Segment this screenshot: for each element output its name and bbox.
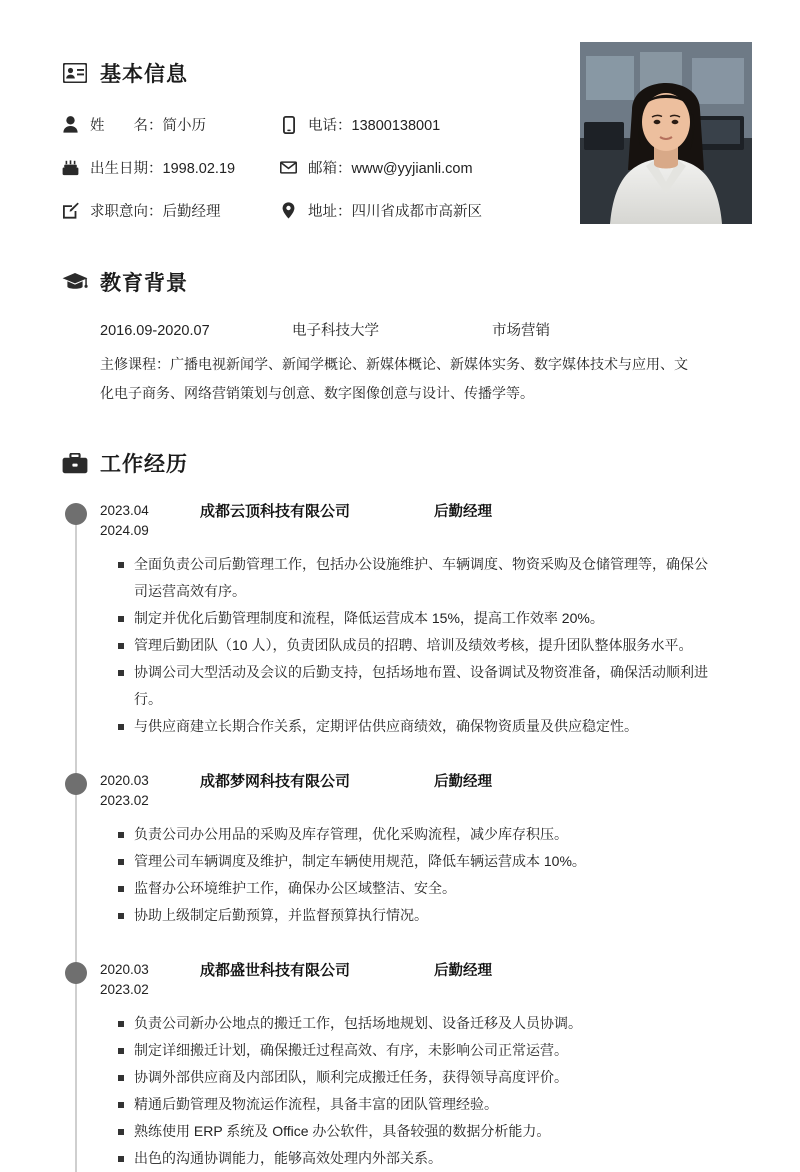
- job-company: 成都梦网科技有限公司: [200, 773, 351, 790]
- location-icon: [280, 202, 297, 219]
- education-title: 教育背景: [100, 272, 188, 295]
- education-heading: [62, 267, 800, 297]
- basic-info-title: 基本信息: [100, 63, 188, 86]
- timeline-dot: [65, 773, 87, 795]
- job-end-date: 2023.02: [100, 982, 149, 997]
- job-header: [100, 959, 800, 1000]
- basic-info-grid: [62, 114, 532, 221]
- education-row: [100, 317, 740, 346]
- info-phone-text: 电话：13800138001: [308, 118, 441, 134]
- person-icon: [62, 116, 79, 133]
- job-bullet: 制定并优化后勤管理制度和流程，降低运营成本 15%，提高工作效率 20%。: [100, 605, 720, 632]
- job-end-date: 2024.09: [100, 523, 149, 538]
- job-company: 成都云顶科技有限公司: [200, 503, 351, 520]
- work-timeline: [62, 500, 800, 1172]
- job-bullets: [100, 821, 800, 929]
- job-header: [100, 770, 800, 811]
- job-start-date: 2020.03: [100, 773, 149, 788]
- job-header: [100, 500, 800, 541]
- job-bullet: 制定详细搬迁计划，确保搬迁过程高效、有序，未影响公司正常运营。: [100, 1037, 720, 1064]
- job-entry: [62, 770, 800, 929]
- info-email-text: 邮箱：www@yyjianli.com: [308, 161, 473, 177]
- info-phone: [280, 114, 532, 135]
- phone-icon: [280, 116, 297, 133]
- info-name: [62, 114, 280, 135]
- job-role: 后勤经理: [434, 504, 492, 520]
- job-dates: [100, 770, 182, 811]
- mail-icon: [280, 159, 297, 176]
- work-title: 工作经历: [100, 453, 188, 476]
- briefcase-icon: [62, 450, 88, 476]
- job-bullets: [100, 551, 800, 740]
- job-role: 后勤经理: [434, 774, 492, 790]
- job-bullet: 全面负责公司后勤管理工作，包括办公设施维护、车辆调度、物资采购及仓储管理等，确保公司运营高效有序。: [100, 551, 720, 605]
- job-end-date: 2023.02: [100, 793, 149, 808]
- job-bullet: 协调公司大型活动及会议的后勤支持，包括场地布置、设备调试及物资准备，确保活动顺利进行。: [100, 659, 720, 713]
- info-name-text: 姓 名：简小历: [90, 118, 206, 134]
- job-dates: [100, 500, 182, 541]
- id-card-icon: [62, 60, 88, 86]
- job-bullet: 负责公司新办公地点的搬迁工作，包括场地规划、设备迁移及人员协调。: [100, 1010, 720, 1037]
- profile-photo: [580, 42, 752, 224]
- timeline-dot: [65, 962, 87, 984]
- job-bullet: 熟练使用 ERP 系统及 Office 办公软件，具备较强的数据分析能力。: [100, 1118, 720, 1145]
- job-bullet: 精通后勤管理及物流运作流程，具备丰富的团队管理经验。: [100, 1091, 720, 1118]
- info-birthday-text: 出生日期：1998.02.19: [90, 161, 236, 177]
- graduation-cap-icon: [62, 269, 88, 295]
- job-role: 后勤经理: [434, 963, 492, 979]
- education-major: 市场营销: [492, 323, 550, 339]
- timeline-dot: [65, 503, 87, 525]
- education-body: [100, 317, 740, 408]
- job-dates: [100, 959, 182, 1000]
- info-address: [280, 200, 532, 221]
- job-start-date: 2023.04: [100, 503, 149, 518]
- info-address-text: 地址：四川省成都市高新区: [308, 204, 482, 220]
- job-bullet: 协助上级制定后勤预算，并监督预算执行情况。: [100, 902, 720, 929]
- job-bullets: [100, 1010, 800, 1172]
- cake-icon: [62, 159, 79, 176]
- education-courses: 主修课程：广播电视新闻学、新闻学概论、新媒体概论、新媒体实务、数字媒体技术与应用、文化电子商务、网络营销策划与创意、数字图像创意与设计、传播学等。: [100, 356, 688, 401]
- education-section: [0, 267, 800, 408]
- job-bullet: 与供应商建立长期合作关系，定期评估供应商绩效，确保物资质量及供应稳定性。: [100, 713, 720, 740]
- job-company: 成都盛世科技有限公司: [200, 962, 351, 979]
- education-school: 电子科技大学: [292, 323, 379, 339]
- job-bullet: 负责公司办公用品的采购及库存管理，优化采购流程，减少库存积压。: [100, 821, 720, 848]
- job-start-date: 2020.03: [100, 962, 149, 977]
- job-bullet: 协调外部供应商及内部团队，顺利完成搬迁任务，获得领导高度评价。: [100, 1064, 720, 1091]
- education-date: 2016.09-2020.07: [100, 323, 210, 339]
- edit-icon: [62, 202, 79, 219]
- job-entry: [62, 500, 800, 740]
- info-objective: [62, 200, 280, 221]
- job-entry: [62, 959, 800, 1172]
- info-email: [280, 157, 532, 178]
- job-bullet: 管理公司车辆调度及维护，制定车辆使用规范，降低车辆运营成本 10%。: [100, 848, 720, 875]
- info-objective-text: 求职意向：后勤经理: [90, 204, 221, 220]
- job-bullet: 管理后勤团队（10 人），负责团队成员的招聘、培训及绩效考核，提升团队整体服务水平。: [100, 632, 720, 659]
- work-section: [0, 448, 800, 1172]
- job-bullet: 出色的沟通协调能力，能够高效处理内外部关系。: [100, 1145, 720, 1172]
- job-bullet: 监督办公环境维护工作，确保办公区域整洁、安全。: [100, 875, 720, 902]
- work-heading: [62, 448, 800, 478]
- info-birthday: [62, 157, 280, 178]
